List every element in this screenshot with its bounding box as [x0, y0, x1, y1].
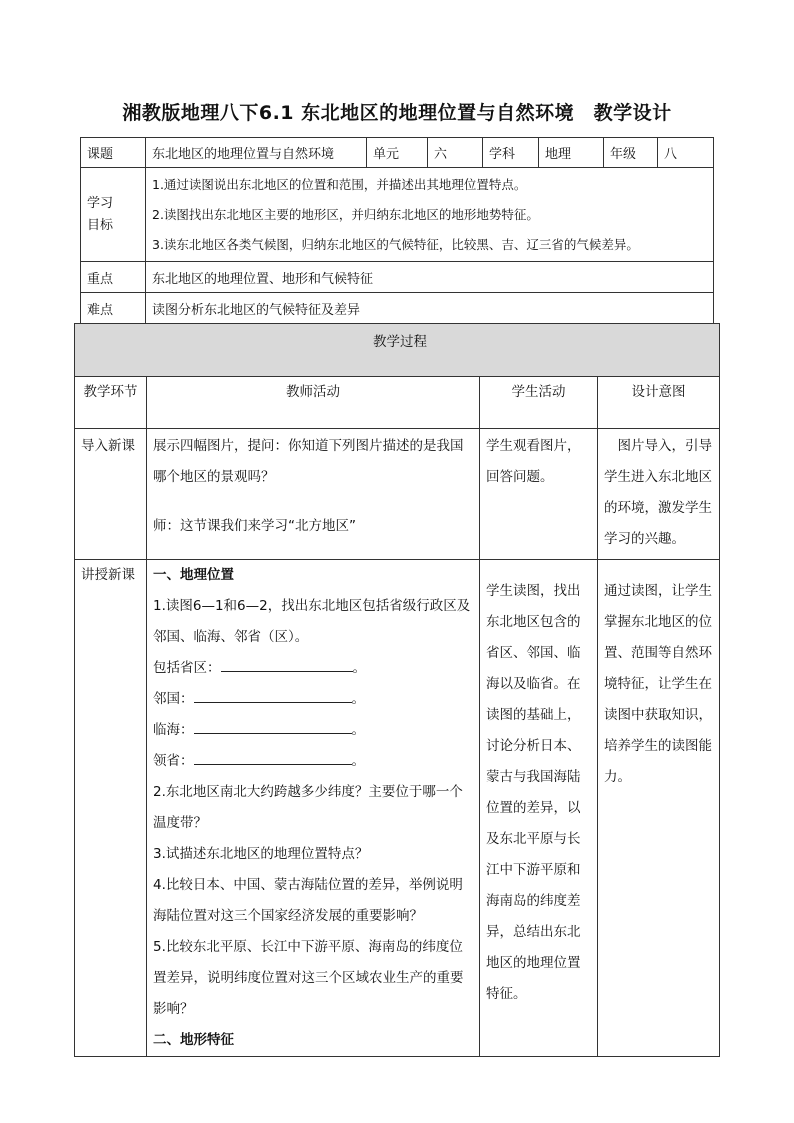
goals-list: [146, 168, 714, 262]
lesson-info-table: [80, 137, 714, 324]
process-header: 教学过程: [75, 324, 720, 377]
blank-line: [194, 688, 352, 703]
fill-label: 邻国：: [153, 691, 194, 707]
new-stage: 讲授新课: [75, 560, 147, 1057]
intro-design-intent: 图片导入，引导学生进入东北地区的环境，激发学生学习的兴趣。: [598, 429, 720, 560]
key-label: 重点: [81, 262, 146, 293]
intro-student-activity: 学生观看图片，回答问题。: [480, 429, 598, 560]
fill-label: 领省：: [153, 753, 194, 769]
spacer: [153, 493, 475, 511]
new-design-intent: 通过读图，让学生掌握东北地区的位置、范围等自然环境特征，让学生在读图中获取知识，培养学生的读图能力。: [598, 560, 720, 1057]
subject-value: 地理: [539, 138, 604, 168]
fill-blank-provinces: [153, 653, 475, 684]
goals-label: 学习目标: [81, 168, 146, 262]
subject-label: 学科: [483, 138, 539, 168]
document-title: 湘教版地理八下6.1 东北地区的地理位置与自然环境 教学设计: [122, 102, 672, 124]
fill-end: 。: [351, 691, 365, 707]
fill-blank-neighbors: [153, 684, 475, 715]
col-teacher-header: 教师活动: [147, 377, 480, 429]
grade-value: 八: [658, 138, 714, 168]
lesson-label: 课题: [81, 138, 146, 168]
intro-teacher-prompt: 展示四幅图片，提问：你知道下列图片描述的是我国哪个地区的景观吗？: [153, 438, 464, 485]
fill-label: 临海：: [153, 722, 194, 738]
intro-teacher-line: 师：这节课我们来学习“北方地区”: [153, 518, 356, 534]
goal-item: 2.读图找出东北地区主要的地形区，并归纳东北地区的地形地势特征。: [152, 206, 539, 222]
question-1: 1.读图6—1和6—2，找出东北地区包括省级行政区及邻国、临海、邻省（区）。: [153, 598, 471, 645]
question-5: 5.比较东北平原、长江中下游平原、海南岛的纬度位置差异，说明纬度位置对这三个区域农业生产的重要影响？: [153, 939, 464, 1017]
teaching-process-table: [74, 323, 720, 1057]
blank-line: [194, 750, 352, 765]
fill-blank-seas: [153, 715, 475, 746]
intro-teacher-activity: [147, 429, 480, 560]
difficulty-label: 难点: [81, 293, 146, 324]
grade-label: 年级: [604, 138, 658, 168]
key-value: 东北地区的地理位置、地形和气候特征: [146, 262, 714, 293]
new-teacher-activity: [147, 560, 480, 1057]
col-design-header: 设计意图: [598, 377, 720, 429]
blank-line: [221, 657, 353, 672]
section-terrain-heading: 二、地形特征: [153, 1032, 234, 1048]
fill-blank-adjacent-provinces: [153, 746, 475, 777]
lesson-value: 东北地区的地理位置与自然环境: [146, 138, 367, 168]
blank-line: [194, 719, 352, 734]
section-location-heading: 一、地理位置: [153, 567, 234, 583]
fill-end: 。: [351, 722, 365, 738]
fill-end: 。: [351, 753, 365, 769]
question-4: 4.比较日本、中国、蒙古海陆位置的差异，举例说明海陆位置对这三个国家经济发展的重要影响？: [153, 877, 463, 924]
fill-label: 包括省区：: [153, 660, 221, 676]
unit-value: 六: [428, 138, 483, 168]
goal-item: 1.通过读图说出东北地区的位置和范围，并描述出其地理位置特点。: [152, 176, 527, 192]
goal-item: 3.读东北地区各类气候图，归纳东北地区的气候特征，比较黑、吉、辽三省的气候差异。: [152, 236, 639, 252]
new-student-activity: 学生读图，找出东北地区包含的省区、邻国、临海以及临省。在读图的基础上，讨论分析日本、蒙古与我国海陆位置的差异，以及东北平原与长江中下游平原和海南岛的纬度差异，总结出东北地区的地理位置特征。: [480, 560, 598, 1057]
question-3: 3.试描述东北地区的地理位置特点？: [153, 846, 369, 862]
col-stage-header: 教学环节: [75, 377, 147, 429]
fill-end: 。: [352, 660, 366, 676]
col-student-header: 学生活动: [480, 377, 598, 429]
question-2: 2.东北地区南北大约跨越多少纬度？主要位于哪一个温度带？: [153, 784, 463, 831]
unit-label: 单元: [367, 138, 428, 168]
intro-stage: 导入新课: [75, 429, 147, 560]
difficulty-value: 读图分析东北地区的气候特征及差异: [146, 293, 714, 324]
